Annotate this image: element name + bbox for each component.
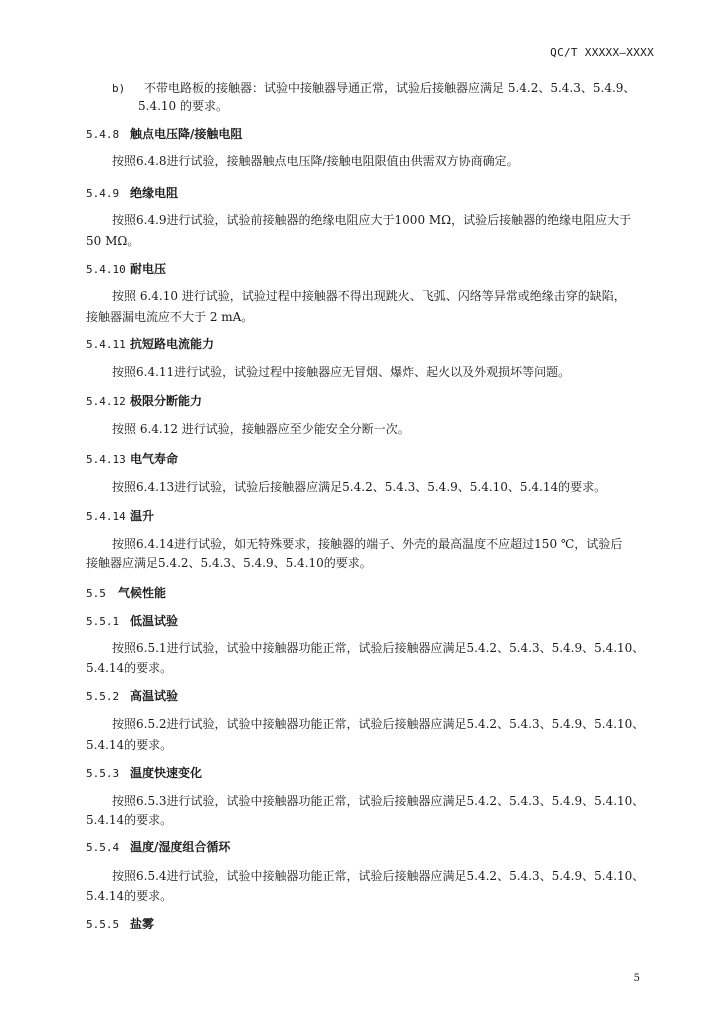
paragraph: 按照6.4.11进行试验，试验过程中接触器应无冒烟、爆炸、起火以及外观损坏等问题。 — [112, 365, 571, 379]
section-heading-5-4-10 — [86, 261, 654, 278]
section-title: 触点电压降/接触电阻 — [130, 127, 243, 141]
section-number: 5.4.8 — [86, 128, 120, 141]
section-number: 5.5 — [86, 587, 106, 600]
list-item-b — [112, 80, 654, 97]
section-heading-5-4-8 — [86, 126, 654, 143]
section-number: 5.5.3 — [86, 767, 120, 780]
paragraph-continued: 5.4.14的要求。 — [86, 889, 173, 903]
section-title: 高温试验 — [130, 689, 179, 703]
section-heading-5-5-3 — [86, 765, 654, 782]
section-heading-5-4-13 — [86, 451, 654, 468]
section-heading-5-4-14 — [86, 508, 654, 525]
section-number: 5.5.2 — [86, 690, 120, 703]
section-heading-5-5-1 — [86, 613, 654, 630]
section-heading-5-4-9 — [86, 185, 654, 202]
section-heading-5-5-5 — [86, 916, 654, 933]
section-title: 温度/湿度组合循环 — [130, 840, 231, 854]
paragraph-continued: 5.4.14的要求。 — [86, 813, 173, 827]
section-heading-5-5-4 — [86, 839, 654, 856]
section-title: 极限分断能力 — [130, 394, 203, 408]
section-heading-5-4-11 — [86, 336, 654, 353]
list-item-text-continued: 5.4.10 的要求。 — [138, 99, 228, 113]
section-number: 5.4.12 — [86, 395, 126, 408]
section-heading-5-5-2 — [86, 688, 654, 705]
section-number: 5.4.11 — [86, 338, 126, 351]
section-title: 耐电压 — [130, 262, 167, 276]
section-number: 5.4.10 — [86, 263, 126, 276]
section-title: 绝缘电阻 — [130, 186, 179, 200]
section-number: 5.5.1 — [86, 615, 120, 628]
section-number: 5.4.9 — [86, 187, 120, 200]
paragraph: 按照6.4.14进行试验，如无特殊要求，接触器的端子、外壳的最高温度不应超过150 ℃，试验后 — [112, 537, 623, 551]
paragraph-continued: 5.4.14的要求。 — [86, 738, 173, 752]
paragraph: 按照6.5.1进行试验，试验中接触器功能正常，试验后接触器应满足5.4.2、5.4.3、5.4.9、5.4.10、 — [112, 641, 645, 655]
section-number: 5.5.4 — [86, 841, 120, 854]
section-title: 温度快速变化 — [130, 766, 203, 780]
paragraph: 按照6.5.2进行试验，试验中接触器功能正常，试验后接触器应满足5.4.2、5.4.3、5.4.9、5.4.10、 — [112, 717, 645, 731]
paragraph: 按照6.4.13进行试验，试验后接触器应满足5.4.2、5.4.3、5.4.9、5.4.10、5.4.14的要求。 — [112, 480, 607, 494]
section-title: 温升 — [130, 509, 155, 523]
list-item-label: b) — [112, 82, 126, 95]
paragraph: 按照6.4.9进行试验，试验前接触器的绝缘电阻应大于1000 MΩ，试验后接触器的绝缘电阻应大于 — [112, 213, 632, 227]
document-code: QC/T XXXXX—XXXX — [550, 46, 654, 59]
paragraph: 按照6.4.8进行试验，接触器触点电压降/接触电阻限值由供需双方协商确定。 — [112, 154, 519, 168]
section-number: 5.5.5 — [86, 918, 120, 931]
list-item-text: 不带电路板的接触器：试验中接触器导通正常，试验后接触器应满足 5.4.2、5.4.3、5.4.9、 — [144, 81, 636, 95]
paragraph: 按照6.5.3进行试验，试验中接触器功能正常，试验后接触器应满足5.4.2、5.4.3、5.4.9、5.4.10、 — [112, 794, 645, 808]
page-number: 5 — [633, 973, 640, 984]
paragraph-continued: 50 MΩ。 — [86, 234, 140, 248]
section-title: 气候性能 — [118, 586, 167, 600]
paragraph: 按照6.5.4进行试验，试验中接触器功能正常，试验后接触器应满足5.4.2、5.4.3、5.4.9、5.4.10、 — [112, 869, 645, 883]
section-title: 低温试验 — [130, 614, 179, 628]
paragraph-continued: 接触器漏电流应不大于 2 mA。 — [86, 310, 254, 324]
section-title: 盐雾 — [130, 917, 155, 931]
section-title: 抗短路电流能力 — [130, 337, 215, 351]
section-number: 5.4.14 — [86, 510, 126, 523]
paragraph: 按照 6.4.10 进行试验，试验过程中接触器不得出现跳火、飞弧、闪络等异常或绝缘击穿的缺陷， — [112, 289, 626, 303]
paragraph-continued: 接触器应满足5.4.2、5.4.3、5.4.9、5.4.10的要求。 — [86, 556, 372, 570]
section-number: 5.4.13 — [86, 453, 126, 466]
section-heading-5-4-12 — [86, 393, 654, 410]
paragraph: 按照 6.4.12 进行试验，接触器应至少能安全分断一次。 — [112, 422, 410, 436]
section-title: 电气寿命 — [130, 452, 179, 466]
section-heading-5-5 — [86, 585, 654, 602]
paragraph-continued: 5.4.14的要求。 — [86, 661, 173, 675]
